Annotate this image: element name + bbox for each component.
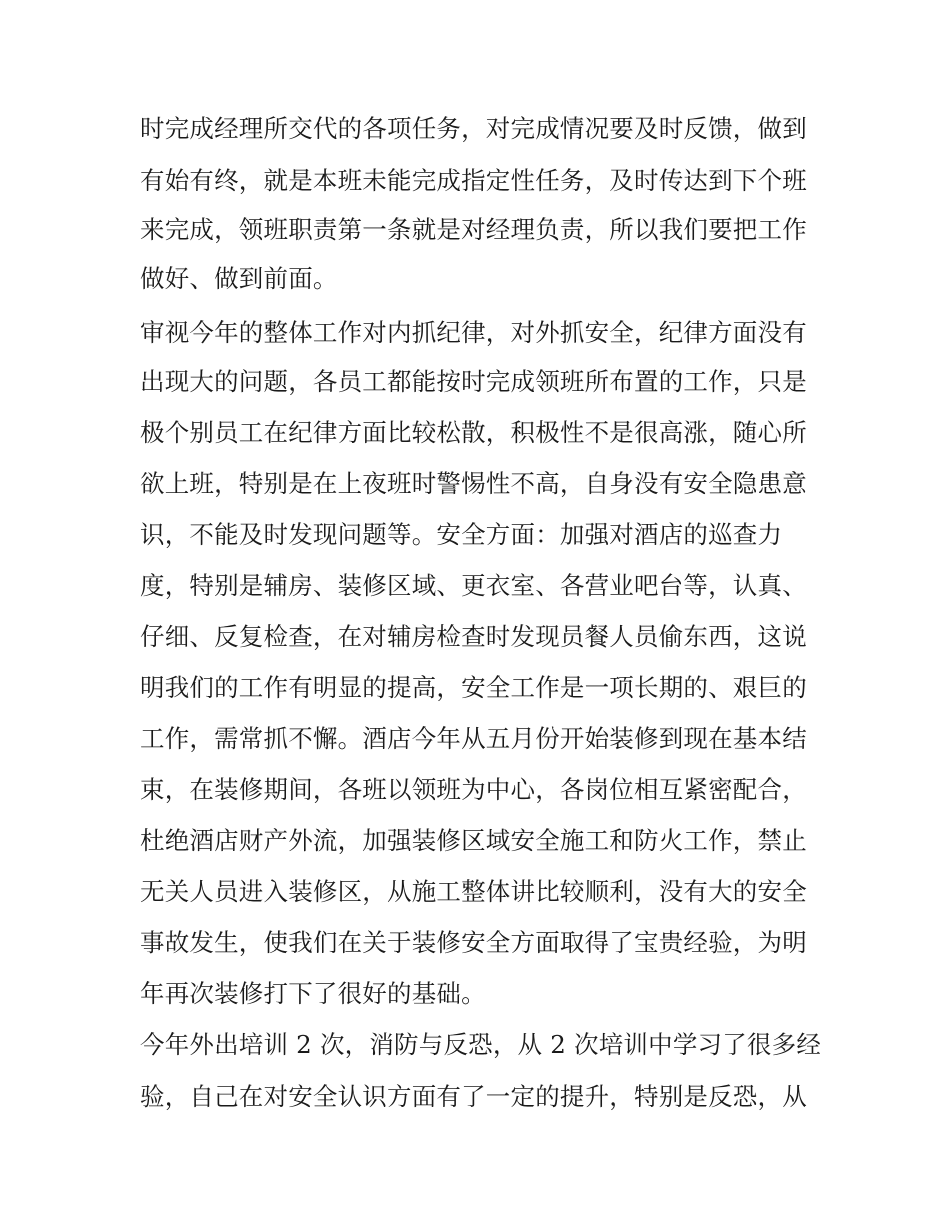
text-line: 工作，需常抓不懈。酒店今年从五月份开始装修到现在基本结: [140, 724, 807, 753]
text-line: 识，不能及时发现问题等。安全方面：加强对酒店的巡查力: [140, 520, 783, 549]
text-line: 无关人员进入装修区，从施工整体讲比较顺利，没有大的安全: [140, 877, 807, 906]
text-line: 度，特别是辅房、装修区域、更衣室、各营业吧台等，认真、: [140, 571, 807, 600]
text-line: 来完成，领班职责第一条就是对经理负责，所以我们要把工作: [140, 215, 807, 244]
text-line: 审视今年的整体工作对内抓纪律，对外抓安全，纪律方面没有: [140, 318, 807, 347]
text-line: 今年外出培训 2 次，消防与反恐，从 2 次培训中学习了很多经: [140, 1030, 822, 1059]
text-line: 有始有终，就是本班未能完成指定性任务，及时传达到下个班: [140, 166, 807, 195]
text-line: 验，自己在对安全认识方面有了一定的提升，特别是反恐，从: [140, 1082, 807, 1111]
text-line: 事故发生，使我们在关于装修安全方面取得了宝贵经验，为明: [140, 928, 807, 957]
text-line: 出现大的问题，各员工都能按时完成领班所布置的工作，只是: [140, 367, 807, 396]
text-line: 明我们的工作有明显的提高，安全工作是一项长期的、艰巨的: [140, 673, 807, 702]
text-line: 仔细、反复检查，在对辅房检查时发现员餐人员偷东西，这说: [140, 622, 807, 651]
text-line: 年再次装修打下了很好的基础。: [140, 979, 486, 1008]
text-line: 杜绝酒店财产外流，加强装修区域安全施工和防火工作，禁止: [140, 826, 807, 855]
text-line: 极个别员工在纪律方面比较松散，积极性不是很高涨，随心所: [140, 418, 807, 447]
text-line: 时完成经理所交代的各项任务，对完成情况要及时反馈，做到: [140, 114, 807, 143]
text-line: 做好、做到前面。: [140, 264, 338, 293]
text-line: 欲上班，特别是在上夜班时警惕性不高，自身没有安全隐患意: [140, 469, 807, 498]
text-line: 束，在装修期间，各班以领班为中心，各岗位相互紧密配合，: [140, 775, 807, 804]
